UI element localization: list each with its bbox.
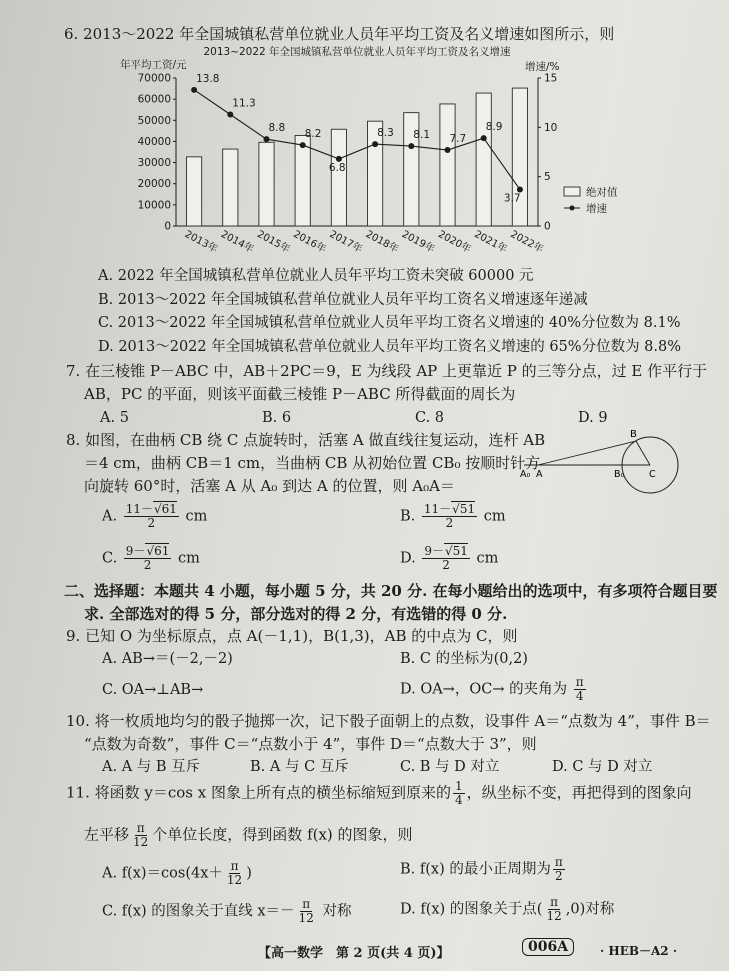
growth-point: [264, 136, 270, 142]
bar: [512, 88, 527, 226]
growth-point-label: 8.8: [268, 122, 286, 135]
q9-option-d: D. OA→，OC→ 的夹角为 $\frac{\pi}{4}$: [400, 675, 584, 703]
x-tick-label: 2014年: [218, 228, 256, 256]
legend-line-label: 增速: [586, 203, 607, 215]
q10-line1: 10. 将一枚质地均匀的骰子抛掷一次，记下骰子面朝上的点数，设事件 A＝“点数为 4”，事件 B＝: [66, 712, 711, 730]
bar: [259, 142, 274, 226]
q9-option-c: C. OA→⊥AB→: [102, 682, 204, 698]
q9-option-b: B. C 的坐标为(0,2): [400, 651, 528, 667]
q8-line3: 向旋转 60°时，活塞 A 从 A₀ 到达 A 的位置，则 A₀A＝: [84, 477, 455, 495]
q8-option-c: C. $\frac{9-√61}{2}$ cm: [102, 544, 200, 572]
growth-point: [408, 143, 414, 149]
q8-option-d: D. $\frac{9-√51}{2}$ cm: [400, 544, 499, 572]
growth-point: [372, 141, 378, 147]
q10-option-d: D. C 与 D 对立: [552, 759, 653, 775]
rod-ab: [538, 441, 636, 465]
q6-stem: 6. 2013～2022 年全国城镇私营单位就业人员年平均工资及名义增速如图所示，则: [64, 25, 615, 43]
y-tick-label: 70000: [137, 72, 171, 85]
x-tick-label: 2020年: [436, 228, 473, 256]
growth-point-label: 11.3: [232, 97, 256, 110]
q7-option-c: C. 8: [415, 410, 445, 426]
x-tick-label: 2017年: [327, 228, 364, 256]
label-b: B: [630, 429, 637, 440]
legend-bar-swatch: [564, 187, 580, 196]
q8-line2: ＝4 cm，曲柄 CB＝1 cm，当曲柄 CB 从初始位置 CB₀ 按顺时针方: [84, 454, 541, 472]
y-tick-label: 20000: [137, 178, 171, 191]
bar: [295, 135, 310, 226]
growth-point: [300, 142, 306, 148]
q11-option-b: B. f(x) 的最小正周期为 $\frac{\pi}{2}$: [400, 855, 563, 883]
q10-option-a: A. A 与 B 互斥: [102, 759, 201, 775]
legend-bar-label: 绝对值: [586, 186, 618, 199]
bar: [476, 93, 491, 226]
growth-point: [227, 112, 233, 118]
crank-cb: [636, 441, 650, 465]
growth-point-label: 8.1: [413, 129, 431, 142]
growth-point-label: 8.9: [485, 121, 503, 134]
q7-line2: AB，PC 的平面，则该平面截三棱锥 P－ABC 所得截面的周长为: [84, 385, 516, 403]
q10-option-b: B. A 与 C 互斥: [250, 759, 349, 775]
q8-option-a: A. $\frac{11-√61}{2}$ cm: [102, 502, 208, 530]
q7-option-b: B. 6: [262, 410, 292, 426]
growth-point-label: 8.3: [377, 127, 394, 140]
footer-series: · HEB－A2 ·: [600, 944, 677, 958]
q11-line1: 11. 将函数 y＝cos x 图象上所有点的横坐标缩短到原来的 $\frac{1}{4}$ ，纵坐标不变，再把得到的图象向: [66, 779, 692, 807]
footer-page-info: 【高一数学 第 2 页(共 4 页)】: [258, 946, 450, 961]
q10-line2: “点数为奇数”，事件 C＝“点数小于 4”，事件 D＝“点数大于 3”，则: [84, 735, 537, 753]
q10-option-c: C. B 与 D 对立: [400, 759, 500, 775]
y-tick-label: 40000: [137, 135, 171, 148]
section-2-line2: 求. 全部选对的得 5 分，部分选对的得 2 分，有选错的得 0 分.: [84, 605, 508, 623]
bar: [440, 104, 455, 226]
label-a0: A₀: [520, 469, 531, 480]
growth-point: [445, 147, 451, 153]
q11-option-c: C. f(x) 的图象关于直线 x＝－ $\frac{\pi}{12}$ 对称: [102, 897, 352, 925]
q7-line1: 7. 在三棱锥 P－ABC 中，AB＋2PC＝9，E 为线段 AP 上更靠近 P 的三等分点，过 E 作平行于: [66, 362, 708, 380]
bar: [186, 157, 201, 226]
wage-chart: [112, 42, 672, 272]
growth-point-label: 7.7: [449, 133, 467, 146]
growth-point: [191, 87, 197, 93]
growth-point-label: 3.7: [503, 192, 521, 205]
y2-tick-label: 0: [544, 220, 551, 233]
growth-point-label: 13.8: [196, 72, 220, 85]
legend-line-marker: [570, 206, 575, 211]
x-tick-label: 2016年: [291, 228, 328, 256]
q11-line2: 左平移 $\frac{\pi}{12}$ 个单位长度，得到函数 f(x) 的图象，则: [84, 821, 413, 849]
chart-title: 2013~2022 年全国城镇私营单位就业人员年平均工资及名义增速: [203, 46, 511, 58]
section-2-line1: 二、选择题：本题共 4 小题，每小题 5 分，共 20 分. 在每小题给出的选项中，有多项符合题目要: [64, 582, 718, 600]
q9-stem: 9. 已知 O 为坐标原点，点 A(－1,1)，B(1,3)，AB 的中点为 C，则: [66, 627, 518, 645]
footer-code: 006A: [522, 938, 574, 956]
growth-point: [481, 135, 487, 141]
x-tick-label: 2019年: [399, 228, 437, 256]
y-tick-label: 0: [164, 220, 171, 233]
label-b0: B₀: [614, 469, 625, 480]
y2-tick-label: 10: [544, 121, 558, 134]
y-tick-label: 60000: [137, 93, 171, 106]
q6-option-a: A. 2022 年全国城镇私营单位就业人员年平均工资未突破 60000 元: [98, 268, 534, 284]
q6-option-d: D. 2013～2022 年全国城镇私营单位就业人员年平均工资名义增速的 65%分位数为 8.8%: [98, 339, 682, 355]
q8-line1: 8. 如图，在曲柄 CB 绕 C 点旋转时，活塞 A 做直线往复运动，连杆 AB: [66, 431, 546, 449]
q9-option-a: A. AB→＝(－2,－2): [102, 651, 233, 667]
y-tick-label: 50000: [137, 114, 171, 127]
y2-tick-label: 15: [544, 72, 558, 85]
growth-point-label: 6.8: [328, 161, 346, 174]
bar: [328, 129, 346, 226]
growth-point-label: 8.2: [304, 128, 322, 141]
y2-axis-label: 增速/%: [525, 61, 560, 73]
x-tick-label: 2013年: [182, 228, 220, 256]
crank-diagram: [518, 425, 688, 495]
q7-option-a: A. 5: [100, 410, 129, 426]
q6-option-c: C. 2013～2022 年全国城镇私营单位就业人员年平均工资名义增速的 40%分位数为 8.1%: [98, 315, 681, 331]
x-tick-label: 2022年: [508, 228, 545, 256]
x-tick-label: 2021年: [472, 228, 509, 256]
q6-option-b: B. 2013～2022 年全国城镇私营单位就业人员年平均工资名义增速逐年递减: [98, 292, 588, 308]
q8-option-b: B. $\frac{11-√51}{2}$ cm: [400, 502, 506, 530]
y-axis-label: 年平均工资/元: [120, 59, 187, 71]
y-tick-label: 30000: [137, 157, 171, 170]
y2-tick-label: 5: [544, 171, 551, 184]
bar: [223, 149, 238, 226]
q11-option-d: D. f(x) 的图象关于点( $\frac{\pi}{12}$ ,0)对称: [400, 895, 615, 923]
q7-option-d: D. 9: [578, 410, 608, 426]
x-tick-label: 2015年: [255, 228, 292, 256]
label-c: C: [649, 469, 656, 480]
label-a: A: [536, 469, 543, 480]
x-tick-label: 2018年: [363, 228, 401, 256]
y-tick-label: 10000: [137, 199, 171, 212]
q11-option-a: A. f(x)＝cos(4x＋ $\frac{\pi}{12}$ ): [102, 859, 252, 887]
